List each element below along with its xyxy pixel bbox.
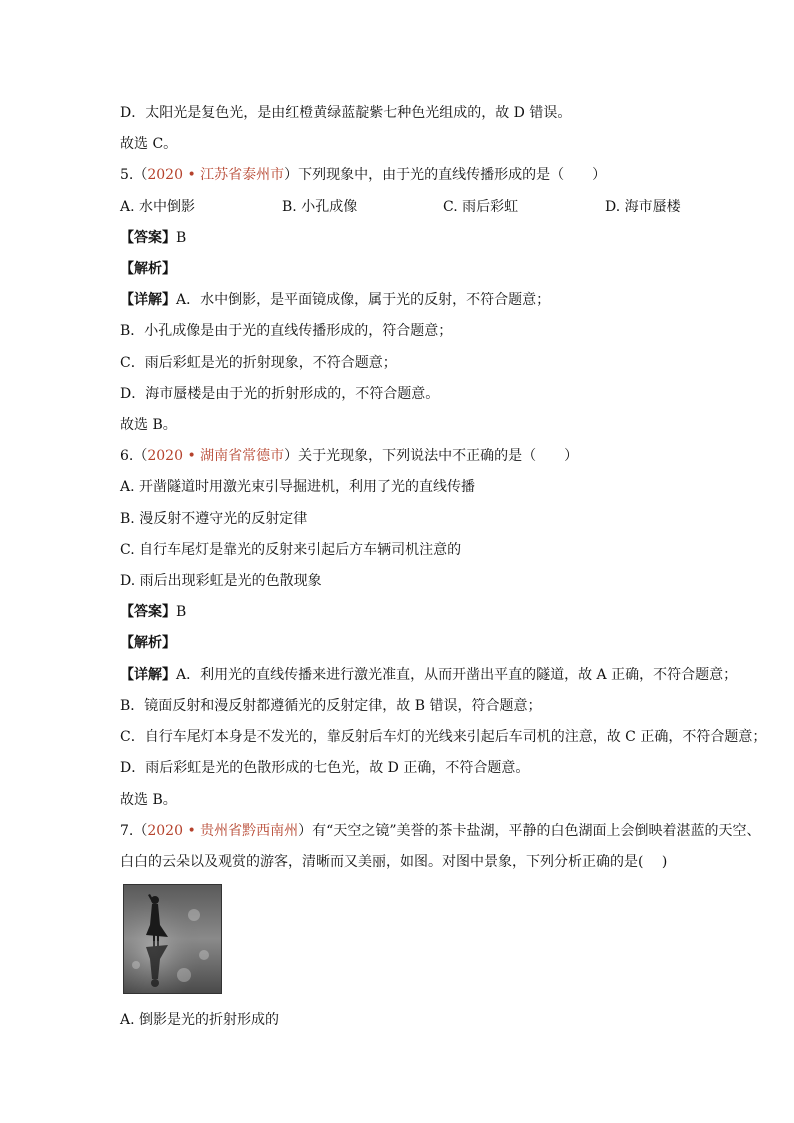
- q7-option-a: A. 倒影是光的折射形成的: [120, 1012, 280, 1028]
- q5-detail-d: D．海市蜃楼是由于光的折射形成的，不符合题意。: [120, 386, 440, 402]
- q7-stem-text-1: ）有“天空之镜”美誉的茶卡盐湖，平静的白色湖面上会倒映着湛蓝的天空、: [298, 823, 761, 839]
- q6-answer: [120, 603, 186, 621]
- q6-number: 6.（: [120, 448, 148, 464]
- q6-detail-a-text: A．利用光的直线传播来进行激光准直，从而开凿出平直的隧道，故 A 正确，不符合题意；: [176, 667, 738, 683]
- q6-option-b: B. 漫反射不遵守光的反射定律: [120, 511, 308, 527]
- q5-number: 5.（: [120, 167, 148, 183]
- q5-detail-tag: 【详解】: [120, 292, 176, 308]
- q6-answer-value: B: [176, 604, 187, 620]
- q5-detail-a-text: A．水中倒影，是平面镜成像，属于光的反射，不符合题意；: [176, 292, 551, 308]
- q6-source: 2020 • 湖南省常德市: [147, 448, 285, 464]
- q6-detail-a: [120, 666, 737, 684]
- q6-detail-d: D．雨后彩虹是光的色散形成的七色光，故 D 正确，不符合题意。: [120, 760, 530, 776]
- q6-detail-c: C．自行车尾灯本身是不发光的，靠反射后车灯的光线来引起后车司机的注意，故 C 正确，不符合题意；: [120, 729, 767, 745]
- prev-option-d-explanation: D．太阳光是复色光，是由红橙黄绿蓝靛紫七种色光组成的，故 D 错误。: [120, 105, 572, 121]
- q5-answer: [120, 229, 186, 247]
- q6-analysis-tag: 【解析】: [120, 635, 176, 651]
- q6-stem-text: ）关于光现象，下列说法中不正确的是（ ）: [284, 448, 579, 464]
- q7-source: 2020 • 贵州省黔西南州: [147, 823, 299, 839]
- q6-answer-tag: 【答案】: [120, 604, 176, 620]
- q6-option-d: D. 雨后出现彩虹是光的色散现象: [120, 573, 322, 589]
- q5-option-d: D. 海市蜃楼: [605, 199, 681, 215]
- q5-answer-tag: 【答案】: [120, 230, 176, 246]
- q6-conclusion: 故选 B。: [120, 792, 177, 808]
- q7-stem-line-2: 白白的云朵以及观赏的游客，清晰而又美丽，如图。对图中景象，下列分析正确的是( ): [120, 854, 668, 870]
- q5-conclusion: 故选 B。: [120, 417, 177, 433]
- q7-stem-line-1: [120, 822, 760, 840]
- q5-option-a: A. 水中倒影: [120, 199, 196, 215]
- q5-source: 2020 • 江苏省泰州市: [147, 167, 285, 183]
- q5-option-b: B. 小孔成像: [282, 199, 358, 215]
- q5-option-c: C. 雨后彩虹: [443, 199, 519, 215]
- q5-analysis-tag: 【解析】: [120, 261, 176, 277]
- q5-stem-text: ）下列现象中，由于光的直线传播形成的是（ ）: [284, 167, 607, 183]
- q5-detail-a: [120, 291, 550, 309]
- q5-detail-b: B．小孔成像是由于光的直线传播形成的，符合题意；: [120, 323, 453, 339]
- q6-detail-b: B．镜面反射和漫反射都遵循光的反射定律，故 B 错误，符合题意；: [120, 698, 542, 714]
- q6-detail-tag: 【详解】: [120, 667, 176, 683]
- q5-answer-value: B: [176, 230, 187, 246]
- q5-detail-c: C．雨后彩虹是光的折射现象，不符合题意；: [120, 355, 397, 371]
- q6-option-c: C. 自行车尾灯是靠光的反射来引起后方车辆司机注意的: [120, 542, 462, 558]
- q7-number: 7.（: [120, 823, 148, 839]
- q6-option-a: A. 开凿隧道时用激光束引导掘进机，利用了光的直线传播: [120, 479, 476, 495]
- q6-stem: [120, 447, 578, 465]
- salt-lake-reflection-photo: [123, 884, 222, 994]
- q5-stem: [120, 166, 606, 184]
- prev-conclusion: 故选 C。: [120, 136, 178, 152]
- q5-options: [120, 198, 740, 216]
